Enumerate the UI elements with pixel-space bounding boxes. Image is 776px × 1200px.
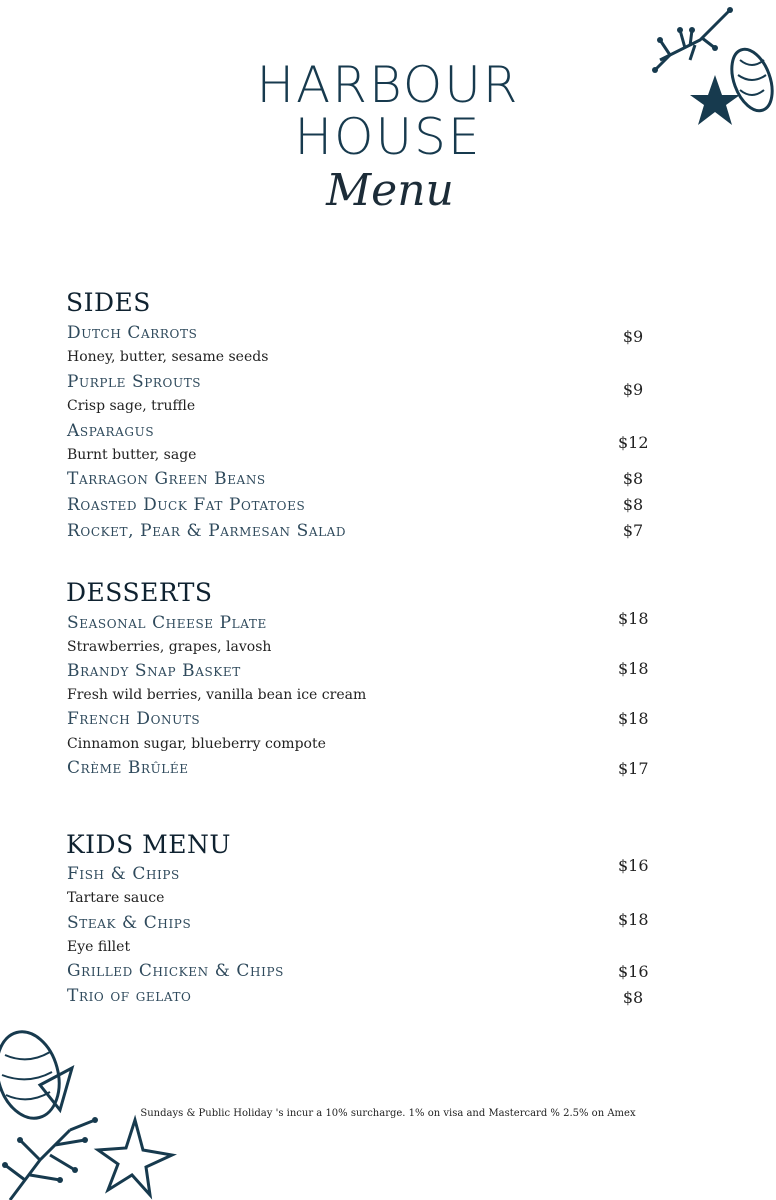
menu-item-price: $12 [618,433,649,452]
menu-item-desc: Crisp sage, truffle [67,398,196,414]
menu-item: Brandy Snap Basket [67,661,241,681]
menu-item: Steak & Chips [67,913,192,933]
menu-item-desc: Burnt butter, sage [67,447,197,463]
menu-item-price: $7 [622,521,644,540]
menu-item: Dutch Carrots [67,323,198,343]
menu-item: Purple Sprouts [67,372,202,392]
brand-line-1: HARBOUR [256,56,520,114]
menu-item-price: $16 [618,856,649,875]
menu-item: Crème Brûlée [67,758,189,778]
menu-item: Fish & Chips [67,864,180,884]
menu-item-desc: Honey, butter, sesame seeds [67,349,269,365]
menu-item-desc: Strawberries, grapes, lavosh [67,639,272,655]
section-title-desserts: DESSERTS [66,578,213,607]
section-title-sides: SIDES [66,288,151,317]
menu-item: Trio of gelato [67,986,192,1006]
menu-item-price: $9 [622,327,644,346]
menu-item-price: $16 [618,962,649,981]
menu-item-price: $8 [622,469,644,488]
menu-item-desc: Cinnamon sugar, blueberry compote [67,736,326,752]
section-title-kids: KIDS MENU [66,830,231,859]
menu-item-price: $18 [618,709,649,728]
menu-item-price: $9 [622,380,644,399]
menu-item: Rocket, Pear & Parmesan Salad [67,521,347,541]
menu-item-price: $18 [618,910,649,929]
menu-item: Asparagus [67,421,155,441]
menu-item-price: $18 [618,659,649,678]
surcharge-note: Sundays & Public Holiday 's incur a 10% surcharge. 1% on visa and Mastercard % 2.5% on Amex [140,1108,636,1119]
menu-item: Tarragon Green Beans [67,469,266,489]
menu-item-price: $17 [618,759,649,778]
menu-item: French Donuts [67,709,201,729]
brand-line-2: HOUSE [294,108,482,166]
menu-item: Seasonal Cheese Plate [67,613,267,633]
menu-item-desc: Fresh wild berries, vanilla bean ice cream [67,687,367,703]
menu-item: Roasted Duck Fat Potatoes [67,495,306,515]
menu-item-price: $18 [618,609,649,628]
menu-item: Grilled Chicken & Chips [67,961,284,981]
menu-item-desc: Eye fillet [67,939,131,955]
menu-item-desc: Tartare sauce [67,890,165,906]
menu-item-price: $8 [622,495,644,514]
menu-subtitle: Menu [326,165,454,216]
menu-item-price: $8 [622,988,644,1007]
